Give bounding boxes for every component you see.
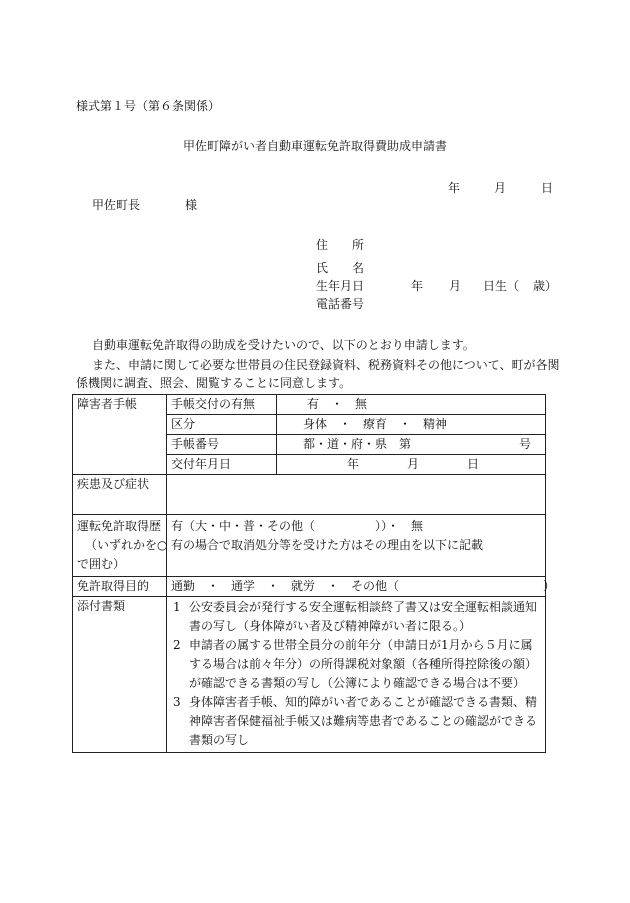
application-table	[72, 394, 556, 753]
license-history-note: 有の場合で取消処分等を受けた方はその理由を以下に記載	[171, 538, 484, 552]
applicant-phone-label: 電話番号	[316, 297, 365, 311]
attachments-list	[167, 597, 546, 753]
attachment-number: 1	[173, 600, 181, 614]
applicant-address-label: 住 所	[316, 238, 365, 252]
applicant-birth-label: 生年月日	[316, 279, 365, 293]
disease-label: 疾患及び症状	[73, 475, 167, 515]
handbook-category-label: 区分	[167, 415, 277, 435]
addressee-honorific: 様	[185, 198, 198, 212]
license-history-label-line3: で囲む）	[77, 557, 126, 571]
table-row	[73, 577, 546, 597]
license-history-label	[73, 515, 167, 577]
date-year-field: 年	[448, 181, 461, 195]
table-row	[73, 475, 546, 515]
attachment-item	[173, 598, 539, 636]
birth-month-field: 月	[449, 279, 462, 293]
handbook-label: 障害者手帳	[73, 395, 167, 475]
birth-day-field: 日生（	[483, 279, 520, 293]
date-month-field: 月	[494, 181, 507, 195]
handbook-issued-value[interactable]: 有 ・ 無	[277, 395, 546, 415]
consent-paragraph-2: また、申請に関して必要な世帯員の住民登録資料、税務資料その他について、町が各関	[92, 358, 560, 372]
license-history-options[interactable]: 有（大・中・普・その他（ ））・ 無	[171, 519, 424, 533]
handbook-date-value[interactable]: 年 月 日	[277, 455, 546, 475]
attachment-item	[173, 636, 539, 693]
attachment-text: 申請者の属する世帯全員分の前年分（申請日が1月から５月に属する場合は前々年分）の所得課税対象額（各種所得控除後の額）が確認できる書類の写し（公簿により確認できる場合は不要）	[189, 638, 538, 690]
table-row	[73, 597, 546, 753]
table-row	[73, 515, 546, 577]
form-number: 様式第１号（第６条関係）	[76, 99, 221, 113]
attachments-label: 添付書類	[73, 597, 167, 753]
handbook-number-label: 手帳番号	[167, 435, 277, 455]
handbook-date-label: 交付年月日	[167, 455, 277, 475]
applicant-name-label: 氏 名	[316, 261, 365, 275]
document-title: 甲佐町障がい者自動車運転免許取得費助成申請書	[182, 139, 447, 153]
handbook-category-value[interactable]: 身体 ・ 療育 ・ 精神	[277, 415, 546, 435]
addressee-name: 甲佐町長	[92, 198, 141, 212]
birth-year-field: 年	[411, 279, 424, 293]
consent-paragraph-1: 自動車運転免許取得の助成を受けたいので、以下のとおり申請します。	[92, 338, 475, 352]
handbook-issued-label: 手帳交付の有無	[167, 395, 277, 415]
attachment-text: 身体障害者手帳、知的障がい者であることが確認できる書類、精神障害者保健福祉手帳又は難病等患者であることの確認ができる書類の写し	[189, 695, 538, 747]
purpose-value[interactable]: 通勤 ・ 通学 ・ 就労 ・ その他（ ）	[167, 577, 546, 597]
attachment-number: 2	[173, 638, 181, 652]
birth-age-field: 歳）	[533, 279, 558, 293]
license-history-value	[167, 515, 546, 577]
license-history-label-line1: 運転免許取得歴	[77, 519, 162, 533]
date-day-field: 日	[541, 181, 554, 195]
purpose-label: 免許取得目的	[73, 577, 167, 597]
attachment-text: 公安委員会が発行する安全運転相談終了書又は安全運転相談通知書の写し（身体障がい者及び精神障がい者に限る。）	[189, 600, 538, 633]
license-history-label-line2: （いずれかを○	[85, 538, 168, 552]
table-row	[73, 395, 546, 415]
attachment-item	[173, 693, 539, 750]
consent-paragraph-3: 係機関に調査、照会、閲覧することに同意します。	[76, 376, 352, 390]
disease-value[interactable]	[167, 475, 546, 515]
attachment-number: 3	[173, 695, 181, 709]
handbook-number-value[interactable]: 都・道・府・県 第 号	[277, 435, 546, 455]
